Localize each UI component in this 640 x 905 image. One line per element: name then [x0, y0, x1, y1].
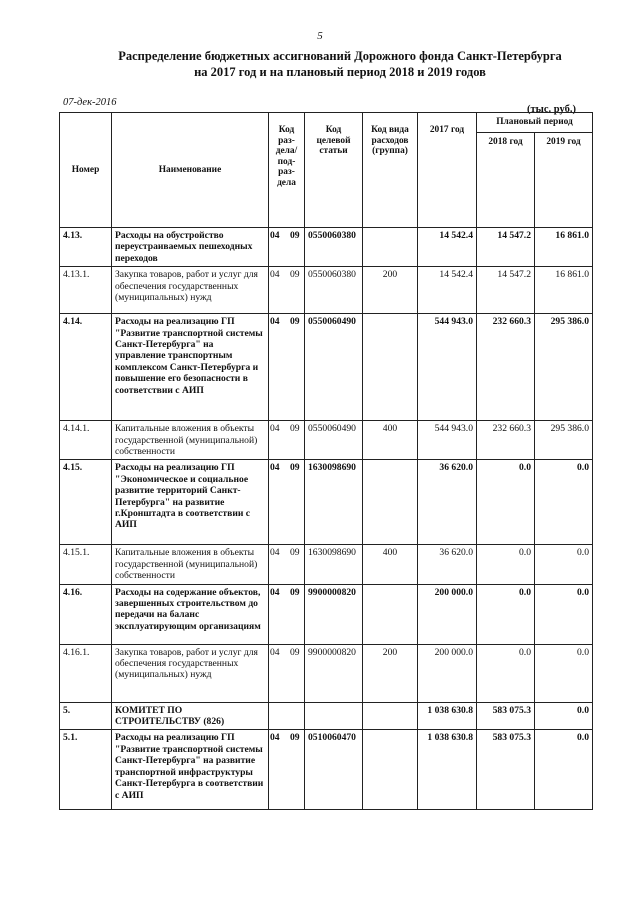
row-podrazdel: 09 — [290, 423, 300, 435]
row-2017: 14 542.4 — [418, 267, 477, 314]
row-name: Расходы на реализацию ГП "Развитие транспортной системы Санкт-Петербурга" на управление транспортным комплексом Санкт-Петербурга и повышение его безопасности в соответствии с АИП — [112, 314, 269, 421]
row-target-code: 0550060490 — [305, 314, 363, 421]
row-number: 4.14.1. — [60, 421, 112, 460]
row-expense-code — [363, 314, 418, 421]
header-2018: 2018 год — [477, 133, 535, 228]
units-label: (тыс. руб.) — [527, 104, 576, 115]
row-podrazdel: 09 — [290, 462, 300, 474]
row-target-code: 0550060380 — [305, 228, 363, 267]
row-razdel: 04 — [270, 547, 280, 559]
table-row — [60, 267, 593, 314]
row-expense-code — [363, 584, 418, 644]
row-name: Расходы на реализацию ГП "Экономическое и социальное развитие территорий Санкт-Петербурга" на развитие г.Кронштадта в соответствии с АИП — [112, 460, 269, 545]
row-2017: 544 943.0 — [418, 421, 477, 460]
row-2019: 295 386.0 — [535, 421, 593, 460]
row-expense-code: 400 — [363, 545, 418, 584]
header-2017: 2017 год — [418, 113, 477, 228]
row-number: 4.13. — [60, 228, 112, 267]
row-podrazdel: 09 — [290, 586, 300, 598]
row-2017: 1 038 630.8 — [418, 702, 477, 730]
row-section-code — [269, 421, 305, 460]
row-target-code: 0550060490 — [305, 421, 363, 460]
row-name: КОМИТЕТ ПО СТРОИТЕЛЬСТВУ (826) — [112, 702, 269, 730]
header-expense-code: Код вида расходов (группа) — [363, 113, 418, 228]
row-2017: 200 000.0 — [418, 644, 477, 702]
row-razdel: 04 — [270, 646, 280, 658]
row-number: 4.14. — [60, 314, 112, 421]
row-podrazdel: 09 — [290, 646, 300, 658]
row-podrazdel: 09 — [290, 230, 300, 241]
table-row — [60, 228, 593, 267]
document-date: 07-дек-2016 — [63, 97, 117, 108]
row-section-code — [269, 460, 305, 545]
row-target-code: 9900000820 — [305, 584, 363, 644]
row-target-code — [305, 702, 363, 730]
row-2018: 232 660.3 — [477, 421, 535, 460]
row-2017: 14 542.4 — [418, 228, 477, 267]
row-target-code: 1630098690 — [305, 545, 363, 584]
row-2019: 0.0 — [535, 545, 593, 584]
row-2019: 0.0 — [535, 584, 593, 644]
row-razdel: 04 — [270, 732, 280, 744]
row-number: 4.15. — [60, 460, 112, 545]
row-podrazdel: 09 — [290, 316, 300, 328]
title-line-2: на 2017 год и на плановый период 2018 и 2019 годов — [194, 65, 486, 79]
row-2018: 583 075.3 — [477, 730, 535, 810]
document-title — [60, 48, 620, 80]
table-body — [60, 228, 593, 810]
row-section-code — [269, 314, 305, 421]
budget-table — [59, 112, 593, 810]
row-name: Закупка товаров, работ и услуг для обеспечения государственных (муниципальных) нужд — [112, 644, 269, 702]
row-expense-code — [363, 702, 418, 730]
row-section-code — [269, 228, 305, 267]
row-razdel: 04 — [270, 423, 280, 435]
row-section-code — [269, 730, 305, 810]
row-razdel: 04 — [270, 269, 280, 281]
row-razdel: 04 — [270, 230, 280, 241]
row-number: 4.16. — [60, 584, 112, 644]
row-2019: 0.0 — [535, 644, 593, 702]
row-number: 5. — [60, 702, 112, 730]
row-name: Расходы на реализацию ГП "Развитие транспортной системы Санкт-Петербурга" на развитие транспортной инфраструктуры Санкт-Петербурга в соответствии с АИП — [112, 730, 269, 810]
row-2017: 1 038 630.8 — [418, 730, 477, 810]
row-2017: 36 620.0 — [418, 545, 477, 584]
row-target-code: 0510060470 — [305, 730, 363, 810]
table-row — [60, 314, 593, 421]
row-2018: 0.0 — [477, 584, 535, 644]
row-expense-code — [363, 730, 418, 810]
table-row — [60, 644, 593, 702]
row-section-code — [269, 545, 305, 584]
row-section-code — [269, 644, 305, 702]
row-target-code: 1630098690 — [305, 460, 363, 545]
title-line-1: Распределение бюджетных ассигнований Дорожного фонда Санкт-Петербурга — [118, 49, 562, 63]
table-row — [60, 421, 593, 460]
row-name: Капитальные вложения в объекты государственной (муниципальной) собственности — [112, 545, 269, 584]
table-row — [60, 702, 593, 730]
row-section-code — [269, 584, 305, 644]
row-podrazdel: 09 — [290, 732, 300, 744]
row-podrazdel: 09 — [290, 269, 300, 281]
table-row — [60, 584, 593, 644]
row-name: Расходы на обустройство переустраиваемых пешеходных переходов — [112, 228, 269, 267]
row-number: 5.1. — [60, 730, 112, 810]
row-2018: 0.0 — [477, 460, 535, 545]
row-2017: 544 943.0 — [418, 314, 477, 421]
row-2018: 583 075.3 — [477, 702, 535, 730]
row-2018: 0.0 — [477, 644, 535, 702]
row-name: Расходы на содержание объектов, завершенных строительством до передачи на баланс эксплуатирующим организациям — [112, 584, 269, 644]
header-section-code: Код раз-дела/ под-раз-дела — [269, 113, 305, 228]
row-2017: 200 000.0 — [418, 584, 477, 644]
row-2019: 16 861.0 — [535, 228, 593, 267]
row-name: Закупка товаров, работ и услуг для обеспечения государственных (муниципальных) нужд — [112, 267, 269, 314]
row-2018: 232 660.3 — [477, 314, 535, 421]
row-name: Капитальные вложения в объекты государственной (муниципальной) собственности — [112, 421, 269, 460]
row-2019: 0.0 — [535, 730, 593, 810]
header-number: Номер — [60, 113, 112, 228]
row-podrazdel: 09 — [290, 547, 300, 559]
row-section-code — [269, 702, 305, 730]
row-target-code: 0550060380 — [305, 267, 363, 314]
row-number: 4.16.1. — [60, 644, 112, 702]
row-expense-code — [363, 460, 418, 545]
row-2019: 16 861.0 — [535, 267, 593, 314]
table-row — [60, 730, 593, 810]
header-target-code: Код целевой статьи — [305, 113, 363, 228]
row-2019: 0.0 — [535, 460, 593, 545]
header-2019: 2019 год — [535, 133, 593, 228]
row-razdel: 04 — [270, 316, 280, 328]
row-razdel: 04 — [270, 462, 280, 474]
page-number: 5 — [317, 30, 323, 42]
header-name: Наименование — [112, 113, 269, 228]
row-expense-code: 200 — [363, 644, 418, 702]
header-planned-period: Плановый период — [477, 113, 593, 133]
row-expense-code — [363, 228, 418, 267]
table-row — [60, 545, 593, 584]
row-2018: 14 547.2 — [477, 267, 535, 314]
row-number: 4.13.1. — [60, 267, 112, 314]
row-2018: 0.0 — [477, 545, 535, 584]
row-2019: 295 386.0 — [535, 314, 593, 421]
row-2018: 14 547.2 — [477, 228, 535, 267]
row-2017: 36 620.0 — [418, 460, 477, 545]
row-expense-code: 200 — [363, 267, 418, 314]
table-row — [60, 460, 593, 545]
row-razdel: 04 — [270, 586, 280, 598]
row-2019: 0.0 — [535, 702, 593, 730]
row-target-code: 9900000820 — [305, 644, 363, 702]
row-expense-code: 400 — [363, 421, 418, 460]
row-number: 4.15.1. — [60, 545, 112, 584]
row-section-code — [269, 267, 305, 314]
